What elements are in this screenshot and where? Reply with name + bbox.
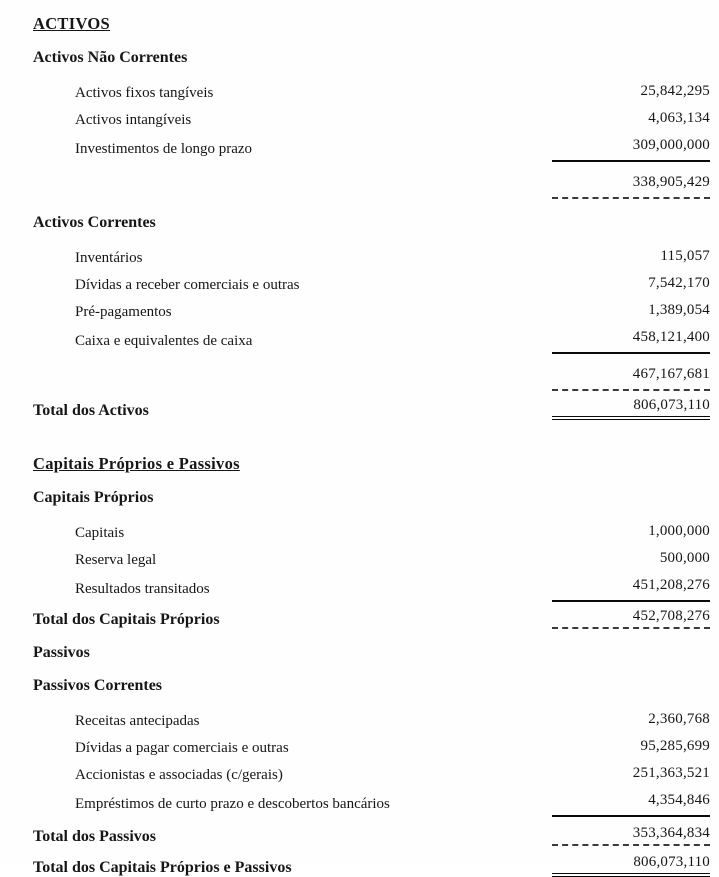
line-item-dividas-a-receber <box>33 271 710 298</box>
total-label: Total dos Capitais Próprios e Passivos <box>33 859 292 876</box>
line-item-value: 7,542,170 <box>648 275 710 291</box>
line-item-label: Activos fixos tangíveis <box>75 85 214 101</box>
line-item-reserva-legal <box>33 546 710 573</box>
section-heading-label: Capitais Próprios e Passivos <box>33 454 240 473</box>
line-item-value: 4,354,846 <box>552 788 710 817</box>
line-item-label: Accionistas e associadas (c/gerais) <box>75 767 283 783</box>
line-item-caixa-equivalentes <box>33 325 710 354</box>
line-item-label: Capitais <box>75 525 125 541</box>
line-item-resultados-transitados <box>33 573 710 602</box>
line-item-label: Receitas antecipadas <box>75 713 200 729</box>
total-label: Total dos Activos <box>33 402 149 419</box>
subsection-heading-passivos-correntes <box>33 677 710 695</box>
line-item-label: Investimentos de longo prazo <box>75 141 253 157</box>
line-item-value: 2,360,768 <box>648 711 710 727</box>
line-item-investimentos-longo-prazo <box>33 133 710 162</box>
subsection-heading-label: Activos Correntes <box>33 214 156 231</box>
line-item-value: 500,000 <box>659 550 710 566</box>
subsection-heading-label: Activos Não Correntes <box>33 49 188 66</box>
line-item-value: 1,389,054 <box>648 302 710 318</box>
total-label: Total dos Capitais Próprios <box>33 611 220 628</box>
line-item-label: Dívidas a pagar comerciais e outras <box>75 740 289 756</box>
total-value: 806,073,110 <box>552 854 710 877</box>
line-item-label: Caixa e equivalentes de caixa <box>75 333 253 349</box>
subsection-heading-passivos <box>33 644 710 662</box>
total-dos-passivos <box>33 825 710 846</box>
subsection-heading-activos-nao-correntes <box>33 49 710 67</box>
subsection-heading-label: Capitais Próprios <box>33 489 154 506</box>
line-item-label: Activos intangíveis <box>75 112 192 128</box>
line-item-label: Reserva legal <box>75 552 157 568</box>
line-item-value: 451,208,276 <box>552 573 710 602</box>
subtotal-value: 338,905,429 <box>552 170 710 199</box>
subsection-heading-activos-correntes <box>33 214 710 232</box>
total-dos-activos <box>33 397 710 420</box>
line-item-emprestimos-curto-prazo <box>33 788 710 817</box>
total-value: 806,073,110 <box>552 397 710 420</box>
line-item-label: Resultados transitados <box>75 581 210 597</box>
line-item-value: 95,285,699 <box>640 738 710 754</box>
line-item-activos-fixos-tangiveis <box>33 79 710 106</box>
subtotal-activos-correntes <box>33 362 710 391</box>
total-dos-capitais-proprios-e-passivos <box>33 854 710 877</box>
line-item-value: 1,000,000 <box>648 523 710 539</box>
line-item-value: 458,121,400 <box>552 325 710 354</box>
section-heading-label: ACTIVOS <box>33 14 110 33</box>
line-item-pre-pagamentos <box>33 298 710 325</box>
line-item-value: 115,057 <box>660 248 710 264</box>
section-heading-capitais-proprios-passivos <box>33 454 710 474</box>
line-item-value: 309,000,000 <box>552 133 710 162</box>
line-item-value: 25,842,295 <box>640 83 710 99</box>
total-value: 353,364,834 <box>552 825 710 846</box>
line-item-inventarios <box>33 244 710 271</box>
total-label: Total dos Passivos <box>33 828 156 845</box>
line-item-accionistas-associadas <box>33 761 710 788</box>
subsection-heading-label: Passivos Correntes <box>33 677 163 694</box>
line-item-label: Inventários <box>75 250 143 266</box>
section-heading-activos <box>33 14 710 34</box>
subtotal-activos-nao-correntes <box>33 170 710 199</box>
line-item-dividas-a-pagar <box>33 734 710 761</box>
line-item-value: 251,363,521 <box>632 765 710 781</box>
line-item-label: Dívidas a receber comerciais e outras <box>75 277 300 293</box>
total-value: 452,708,276 <box>552 608 710 629</box>
line-item-receitas-antecipadas <box>33 707 710 734</box>
subsection-heading-capitais-proprios <box>33 489 710 507</box>
line-item-capitais <box>33 519 710 546</box>
total-dos-capitais-proprios <box>33 608 710 629</box>
line-item-value: 4,063,134 <box>648 110 710 126</box>
line-item-label: Empréstimos de curto prazo e descobertos bancários <box>75 796 390 812</box>
line-item-label: Pré-pagamentos <box>75 304 172 320</box>
line-item-activos-intangiveis <box>33 106 710 133</box>
subsection-heading-label: Passivos <box>33 644 90 661</box>
subtotal-value: 467,167,681 <box>552 362 710 391</box>
